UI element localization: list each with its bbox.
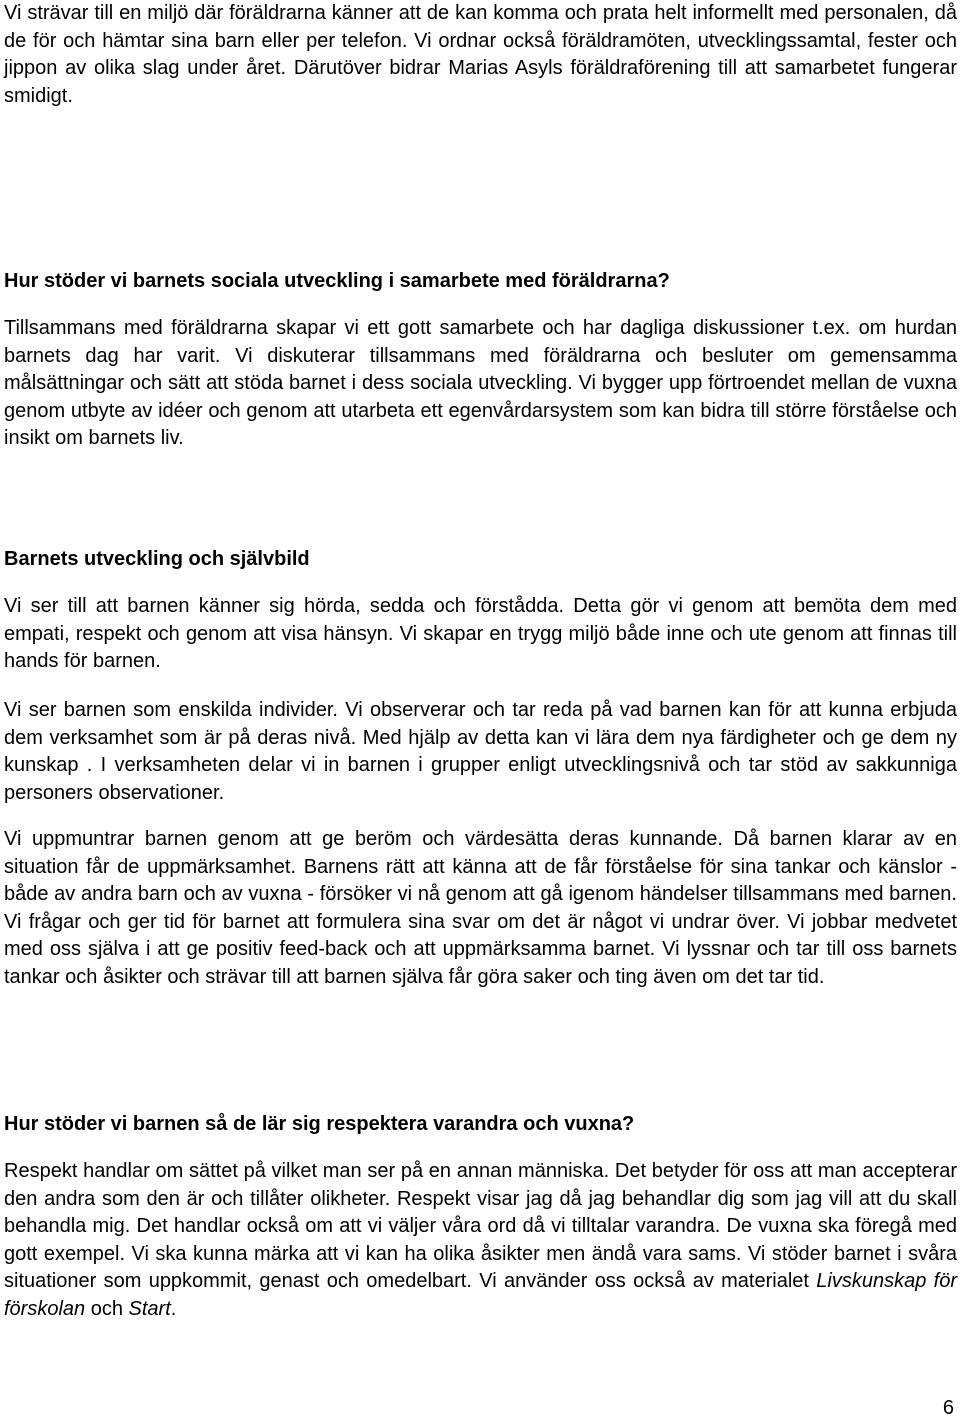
respect-paragraph xyxy=(4,1158,957,1323)
material-title-livskunskap: Livskunskap för förskolan xyxy=(4,1270,957,1320)
intro-paragraph: Vi strävar till en miljö där föräldrarna känner att de kan komma och prata helt informellt med personalen, då de för och hämtar sina barn eller per telefon. Vi ordnar också föräldramöten, utvecklingssamtal, fester och jippon av olika slag under året. Därutöver bidrar Marias Asyls föräldraförening till att samarbetet fungerar smidigt. xyxy=(4,2,957,107)
selfimage-paragraph-1: Vi ser till att barnen känner sig hörda, sedda och förstådda. Detta gör vi genom att bemöta dem med empati, respekt och genom att visa hänsyn. Vi skapar en trygg miljö både inne och ute genom att finnas till hands för barnen. xyxy=(4,595,957,672)
selfimage-paragraph-3: Vi uppmuntrar barnen genom att ge beröm och värdesätta deras kunnande. Då barnen klarar av en situation får de uppmärksamhet. Barnens rätt att känna att de får förståelse för sina tankar och känslor - både av andra barn och av vuxna - försöker vi nå genom att gå igenom händelser tillsammans med barnen. Vi frågar och ger tid för barnet att formulera sina svar om det är något vi undrar över. Vi jobbar medvetet med oss själva i att ge positiv feed-back och att uppmärksamma barnet. Vi lyssnar och tar till oss barnets tankar och åsikter och strävar till att barnen själva får göra saker och ting även om det tar tid. xyxy=(4,828,957,988)
social-paragraph: Tillsammans med föräldrarna skapar vi ett gott samarbete och har dagliga diskussioner t.ex. om hurdan barnets dag har varit. Vi diskuterar tillsammans med föräldrarna och besluter om gemensamma målsättningar och sätt att stöda barnet i dess sociala utveckling. Vi bygger upp förtroendet mellan de vuxna genom utbyte av idéer och genom att utarbeta ett egenvårdarsystem som kan bidra till större förståelse och insikt om barnets liv. xyxy=(4,317,957,449)
material-title-start: Start xyxy=(128,1297,171,1320)
respect-text-mid: och xyxy=(85,1297,129,1320)
section-heading-respect: Hur stöder vi barnen så de lär sig respektera varandra och vuxna? xyxy=(4,1113,635,1135)
section-heading-social: Hur stöder vi barnets sociala utveckling i samarbete med föräldrarna? xyxy=(4,270,670,292)
section-heading-selfimage: Barnets utveckling och självbild xyxy=(4,548,310,570)
respect-text-end: . xyxy=(170,1297,177,1320)
respect-text: Respekt handlar om sättet på vilket man ser på en annan människa. Det betyder för oss att man accepterar den andra som den är och tillåter olikheter. Respekt visar jag då jag behandlar dig som jag vill att du skall behandla mig. Det handlar också om att vi väljer våra ord då vi tilltalar varandra. De vuxna ska föregå med gott exempel. Vi ska kunna märka att vi kan ha olika åsikter men ändå vara sams. Vi stöder barnet i svåra situationer som uppkommit, genast och omedelbart. Vi använder oss också av materialet xyxy=(4,1160,957,1292)
page-number: 6 xyxy=(942,1397,954,1419)
selfimage-paragraph-2: Vi ser barnen som enskilda individer. Vi observerar och tar reda på vad barnen kan för att kunna erbjuda dem verksamhet som är på deras nivå. Med hjälp av detta kan vi lära dem nya färdigheter och ge dem ny kunskap . I verksamheten delar vi in barnen i grupper enligt utvecklingsnivå och tar stöd av sakkunniga personers observationer. xyxy=(4,699,957,804)
